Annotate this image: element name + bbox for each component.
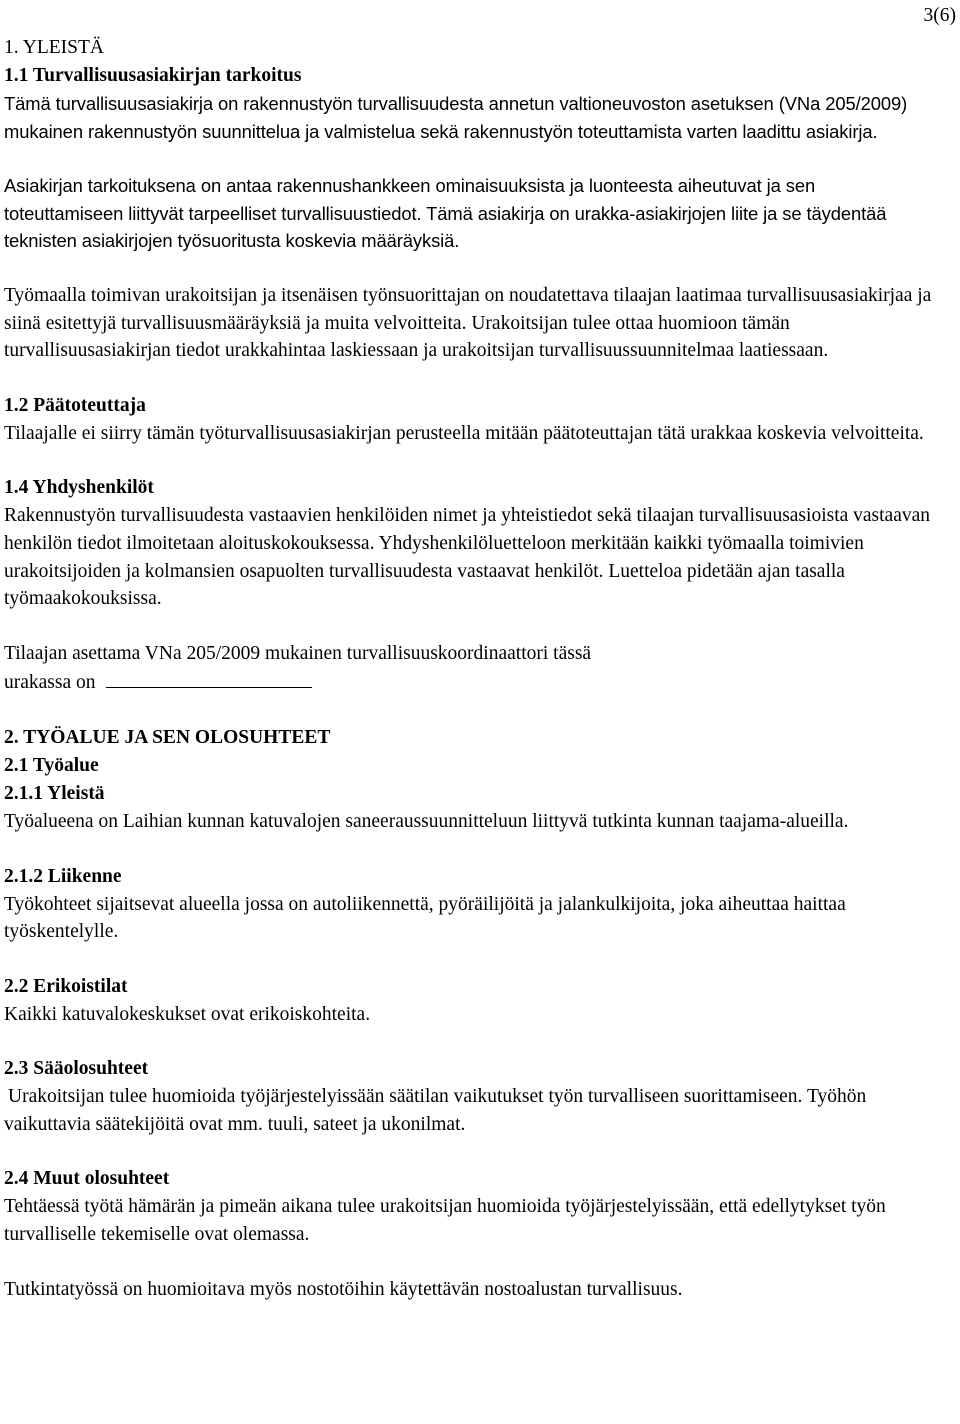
section-2-1-1-paragraph-1: Työalueena on Laihian kunnan katuvalojen saneeraussuunnitteluun liittyvä tutkinta kunnan taajama-alueilla. xyxy=(4,810,849,832)
section-1-2-paragraph-1: Tilaajalle ei siirry tämän työturvallisuusasiakirjan perusteella mitään päätoteuttajan tätä urakkaa koskevia velvoitteita. xyxy=(4,422,924,444)
section-2-1-1-heading: 2.1.1 Yleistä xyxy=(4,782,105,804)
page-number: 3(6) xyxy=(923,5,956,26)
section-2-3-heading: 2.3 Sääolosuhteet xyxy=(4,1058,149,1080)
section-1-1-heading: 1.1 Turvallisuusasiakirjan tarkoitus xyxy=(4,65,302,86)
section-2-1-2-paragraph-1: Työkohteet sijaitsevat alueella jossa on autoliikennettä, pyöräilijöitä ja jalankulkijoita, joka aiheuttaa haittaa työskentelylle. xyxy=(4,893,846,943)
section-1-4-paragraph-1: Rakennustyön turvallisuudesta vastaavien henkilöiden nimet ja yhteistiedot sekä tilaajan turvallisuusasioista vastaavan henkilön tiedot ilmoitetaan aloituskokouksessa. Yhdyshenkilöluetteloon merkitään kaikki työmaalla toimivien urakoitsijoiden ja kolmansien osapuolten turvallisuudesta vastaavat henkilöt. Luetteloa pidetään ajan tasalla työmaakokouksissa. xyxy=(4,505,931,610)
section-1-4-heading: 1.4 Yhdyshenkilöt xyxy=(4,477,154,499)
section-2-1-2-heading: 2.1.2 Liikenne xyxy=(4,865,122,887)
section-2-2-heading: 2.2 Erikoistilat xyxy=(4,975,128,997)
section-1-1-paragraph-3: Työmaalla toimivan urakoitsijan ja itsenäisen työnsuorittajan on noudatettava tilaajan laatimaa turvallisuusasiakirjaa ja siinä esitettyjä turvallisuusmääräyksiä ja muita velvoitteita. Urakoitsijan tulee ottaa huomioon tämän turvallisuusasiakirjan tiedot urakkahintaa laskiessaan ja urakoitsijan turvallisuussuunnitelmaa laatiessaan. xyxy=(4,284,932,362)
section-2-3-paragraph-1: Urakoitsijan tulee huomioida työjärjestelyissään säätilan vaikutukset työn turvalliseen suorittamiseen. Työhön vaikuttavia säätekijöitä ovat mm. tuuli, sateet ja ukonilmat. xyxy=(4,1086,867,1135)
section-1-1-paragraph-2: Asiakirjan tarkoituksena on antaa rakennushankkeen ominaisuuksista ja luonteesta aiheutuvat ja sen toteuttamiseen liittyvät tarpeelliset turvallisuustiedot. Tämä asiakirja on urakka-asiakirjojen liite ja se täydentää teknisten asiakirjojen työsuoritusta koskevia määräyksiä. xyxy=(4,175,887,252)
section-1-4-paragraph-2 xyxy=(4,640,934,697)
section-1-1-paragraph-1: Tämä turvallisuusasiakirja on rakennustyön turvallisuudesta annetun valtioneuvoston asetuksen (VNa 205/2009) mukainen rakennustyön suunnittelua ja valmistelua sekä rakennustyön toteuttamista varten laadittu asiakirja. xyxy=(4,93,908,142)
section-2-1-heading: 2.1 Työalue xyxy=(4,754,99,776)
section-2-heading: 2. TYÖALUE JA SEN OLOSUHTEET xyxy=(4,726,331,748)
coordinator-blank-line xyxy=(106,667,312,688)
section-2-4-paragraph-1: Tehtäessä työtä hämärän ja pimeän aikana tulee urakoitsijan huomioida työjärjestelyissään, että edellytykset työn turvalliselle tekemiselle ovat olemassa. xyxy=(4,1196,886,1246)
section-2-4-heading: 2.4 Muut olosuhteet xyxy=(4,1168,170,1190)
document-page xyxy=(4,34,934,1303)
section-2-2-paragraph-1: Kaikki katuvalokeskukset ovat erikoiskohteita. xyxy=(4,1003,371,1025)
section-2-4-paragraph-2: Tutkintatyössä on huomioitava myös nostotöihin käytettävän nostoalustan turvallisuus. xyxy=(4,1278,683,1300)
coordinator-line-1: Tilaajan asettama VNa 205/2009 mukainen turvallisuuskoordinaattori tässä xyxy=(4,642,592,664)
section-1-2-heading: 1.2 Päätoteuttaja xyxy=(4,394,146,416)
section-1-heading: 1. YLEISTÄ xyxy=(4,37,105,58)
coordinator-line-2: urakassa on xyxy=(4,672,96,694)
